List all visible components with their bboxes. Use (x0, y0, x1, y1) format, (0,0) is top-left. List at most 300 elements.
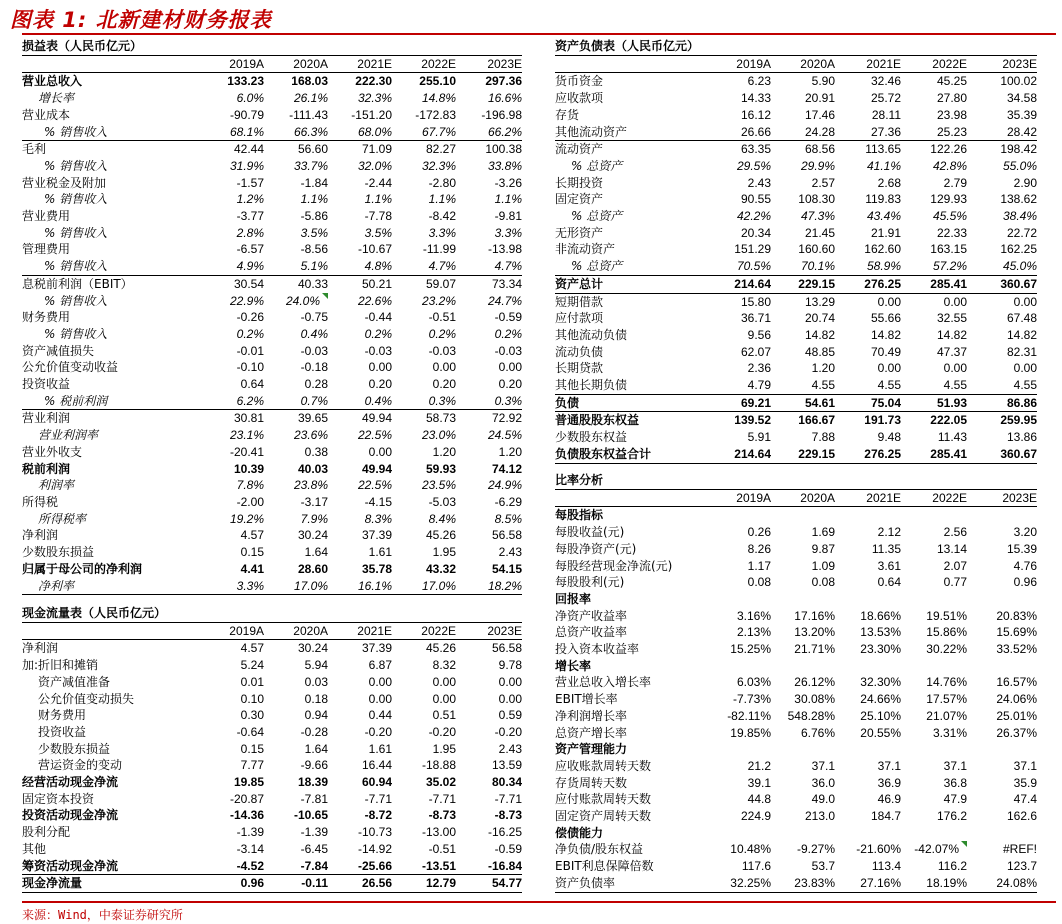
cell-text: 27.36 (870, 124, 901, 139)
cell-text: 28.11 (871, 107, 901, 122)
cell-value (200, 791, 264, 808)
cell-value (200, 208, 264, 225)
cell-value (456, 124, 522, 141)
cell-value (200, 258, 264, 275)
cell-value (392, 427, 456, 444)
cell-value (707, 825, 771, 842)
cell-value (901, 73, 967, 90)
cell-text: 71.09 (361, 142, 392, 157)
cell-value (835, 858, 901, 875)
cell-value (456, 527, 522, 544)
row-label: 投资收益 (22, 377, 71, 392)
cell-value (967, 258, 1037, 275)
cell-text: 6.23 (747, 74, 771, 89)
cell-value (967, 360, 1037, 377)
cell-text: 0.01 (240, 674, 264, 689)
cell-text: 0.2% (236, 326, 264, 341)
table-row (555, 708, 1037, 725)
cell-value (392, 674, 456, 691)
cell-text: 37.39 (361, 641, 392, 656)
cell-value (901, 741, 967, 758)
cell-value (835, 775, 901, 792)
income-panel (22, 38, 522, 595)
comment-marker-icon (322, 293, 328, 299)
cell-text: 23.0% (421, 428, 456, 443)
cell-text: 0.00 (943, 294, 967, 309)
cell-value (328, 141, 392, 158)
cell-value (456, 427, 522, 444)
row-label: 长期投资 (555, 175, 604, 190)
income-column-header (22, 55, 522, 73)
cell-value (392, 561, 456, 578)
cell-value (707, 141, 771, 158)
row-label: % 销售收入 (44, 326, 108, 341)
table-row (22, 427, 522, 444)
cell-value (707, 758, 771, 775)
cell-value (200, 494, 264, 511)
cell-value (392, 241, 456, 258)
cell-value (456, 477, 522, 494)
table-row (22, 191, 522, 208)
cell-text: 6.87 (368, 658, 392, 673)
year-header: 2023E (456, 55, 522, 73)
cell-text: 21.2 (747, 758, 771, 773)
cell-value (200, 741, 264, 758)
cell-text: 259.95 (1000, 413, 1038, 428)
cell-value (967, 208, 1037, 225)
cell-text: 166.67 (798, 413, 835, 428)
cell-text: 276.25 (864, 276, 901, 291)
cell-text: 0.64 (877, 575, 901, 590)
cell-text: 0.10 (240, 691, 264, 706)
cell-value (707, 412, 771, 429)
cell-text: 53.7 (811, 859, 835, 874)
cell-text: -0.01 (236, 343, 264, 358)
table-row (555, 541, 1037, 558)
row-label: 财务费用 (22, 310, 71, 325)
row-label: 货币资金 (555, 74, 604, 89)
cell-value (328, 90, 392, 107)
table-row (22, 477, 522, 494)
cell-value (392, 477, 456, 494)
cell-text: 17.57% (926, 692, 967, 707)
cell-text: 2.8% (236, 225, 264, 240)
cell-text: 37.1 (811, 758, 835, 773)
cell-text: 0.00 (432, 674, 456, 689)
row-label: EBIT增长率 (555, 692, 618, 707)
cell-value (264, 841, 328, 858)
cell-text: 66.3% (293, 124, 328, 139)
cell-value (835, 791, 901, 808)
cell-text: 0.00 (498, 691, 523, 706)
cell-text: 50.21 (361, 276, 392, 291)
cell-value (200, 393, 264, 410)
cell-text: 22.6% (357, 293, 392, 308)
cell-text: 0.00 (877, 361, 901, 376)
table-row (22, 393, 522, 410)
cell-text: -13.98 (487, 242, 523, 257)
cell-value (835, 708, 901, 725)
cell-value (835, 825, 901, 842)
comment-marker-icon (961, 841, 967, 847)
cell-text: 229.15 (798, 446, 835, 461)
table-row (22, 807, 522, 824)
cell-text: 19.85% (730, 725, 771, 740)
cell-text: -13.51 (421, 858, 456, 873)
cell-text: 30.54 (233, 276, 264, 291)
cell-text: 0.03 (304, 674, 328, 689)
cell-value (835, 541, 901, 558)
cell-text: -42.07% (914, 842, 959, 857)
cell-value (967, 641, 1037, 658)
header-blank (555, 55, 707, 73)
cell-text: 26.1% (293, 91, 328, 106)
cell-text: -0.03 (364, 343, 392, 358)
cell-value (328, 544, 392, 561)
cell-text: 6.76% (800, 725, 835, 740)
cell-text: 14.8% (421, 91, 456, 106)
cell-value (264, 707, 328, 724)
cell-text: -10.73 (357, 825, 392, 840)
cashflow-column-header (22, 622, 522, 640)
cell-text: 2.36 (747, 361, 771, 376)
cell-text: 23.1% (229, 428, 264, 443)
cell-text: -8.42 (428, 209, 456, 224)
cell-value (264, 824, 328, 841)
cell-value (707, 558, 771, 575)
cell-text: 4.55 (811, 378, 835, 393)
cell-value (392, 824, 456, 841)
cell-value (835, 429, 901, 446)
cell-value (264, 208, 328, 225)
cell-value (328, 124, 392, 141)
cell-text: 17.46 (804, 107, 835, 122)
cell-text: 36.8 (943, 775, 967, 790)
cell-text: 0.7% (300, 393, 328, 408)
cell-value (901, 310, 967, 327)
row-label: 存货 (555, 107, 580, 122)
cell-text: 151.29 (734, 242, 771, 257)
cell-text: 32.3% (357, 91, 392, 106)
table-row (22, 158, 522, 175)
table-row (22, 657, 522, 674)
cell-text: -0.03 (494, 343, 523, 358)
cell-value (392, 309, 456, 326)
cell-value (456, 258, 522, 275)
cell-value (967, 90, 1037, 107)
row-label: 固定资本投资 (22, 791, 95, 806)
table-row (555, 377, 1037, 394)
row-label: 每股指标 (555, 508, 604, 523)
cell-text: 82.31 (1006, 344, 1038, 359)
cell-value (901, 225, 967, 242)
cell-text: 1.20 (432, 444, 456, 459)
cell-value (901, 641, 967, 658)
year-header: 2019A (200, 622, 264, 640)
cell-value (328, 208, 392, 225)
table-row (22, 875, 522, 893)
cell-text: 62.07 (740, 344, 771, 359)
cell-value (707, 90, 771, 107)
cell-text: 1.64 (304, 545, 328, 560)
cell-text: 0.2% (494, 326, 523, 341)
cell-text: 17.16% (794, 608, 835, 623)
cell-value (328, 376, 392, 393)
cell-value (707, 275, 771, 293)
cell-value (707, 241, 771, 258)
cell-value (392, 343, 456, 360)
table-row (22, 578, 522, 595)
table-row (555, 658, 1037, 675)
cell-text: 43.32 (425, 561, 456, 576)
cell-text: 162.60 (864, 242, 901, 257)
row-label: % 销售收入 (44, 225, 108, 240)
cell-value (707, 124, 771, 141)
table-row (555, 412, 1037, 429)
cell-value (967, 429, 1037, 446)
cell-text: 39.1 (747, 775, 771, 790)
cell-value (392, 707, 456, 724)
cell-value (771, 158, 835, 175)
cell-value (200, 444, 264, 461)
cell-value (901, 858, 967, 875)
cell-value (392, 757, 456, 774)
row-label: 投资活动现金净流 (22, 808, 119, 823)
cell-value (967, 841, 1037, 858)
cell-text: 4.55 (1013, 378, 1038, 393)
cell-value (456, 774, 522, 791)
cell-text: 4.55 (877, 378, 901, 393)
row-label: 净利润增长率 (555, 708, 628, 723)
cell-value (707, 293, 771, 310)
table-row (555, 258, 1037, 275)
cell-value (264, 807, 328, 824)
cell-value (835, 394, 901, 412)
cell-text: -9.27% (796, 842, 835, 857)
cell-text: -8.56 (300, 242, 328, 257)
cell-text: 24.9% (487, 478, 523, 493)
cell-value (456, 657, 522, 674)
cell-value (707, 841, 771, 858)
cell-text: 3.20 (1013, 525, 1038, 540)
row-label: 营业费用 (22, 209, 71, 224)
cell-value (264, 527, 328, 544)
table-row (22, 841, 522, 858)
cell-text: 75.04 (870, 395, 901, 410)
year-header: 2020A (264, 55, 328, 73)
cell-value (264, 858, 328, 875)
row-label: 固定资产周转天数 (555, 809, 652, 824)
cell-value (200, 640, 264, 657)
cell-text: 21.45 (804, 225, 835, 240)
cell-value (707, 574, 771, 591)
cell-text: 15.69% (996, 625, 1038, 640)
cell-value (264, 343, 328, 360)
cell-text: -0.75 (300, 310, 328, 325)
cell-text: 13.14 (936, 541, 967, 556)
row-label: 少数股东损益 (38, 741, 111, 756)
cell-value (967, 158, 1037, 175)
row-label: 总资产收益率 (555, 625, 628, 640)
row-label: 每股经营现金净流(元) (555, 558, 673, 573)
cell-text: -0.20 (364, 724, 392, 739)
cell-text: 0.96 (240, 876, 264, 891)
cell-value (771, 624, 835, 641)
cell-text: 19.85 (233, 775, 264, 790)
cell-text: 2.43 (498, 545, 523, 560)
cell-text: 0.00 (498, 674, 523, 689)
cell-text: -2.44 (364, 175, 392, 190)
cell-value (328, 73, 392, 90)
cell-value (456, 90, 522, 107)
cell-value (456, 707, 522, 724)
cell-text: 45.5% (932, 209, 967, 224)
table-row (22, 561, 522, 578)
cell-text: 0.00 (943, 361, 967, 376)
cell-value (264, 427, 328, 444)
cell-value (901, 658, 967, 675)
cell-text: 9.78 (498, 658, 523, 673)
source-divider (22, 901, 1056, 903)
cell-text: 4.76 (1013, 558, 1038, 573)
cell-text: 0.3% (494, 393, 523, 408)
cell-text: 0.00 (368, 691, 392, 706)
cell-value (328, 309, 392, 326)
cell-text: 17.0% (421, 578, 456, 593)
table-row (22, 107, 522, 124)
cell-value (264, 477, 328, 494)
row-label: 毛利 (22, 141, 200, 158)
cell-value (264, 124, 328, 141)
cell-value (901, 674, 967, 691)
cell-text: -7.78 (364, 209, 392, 224)
cell-text: 33.7% (293, 158, 328, 173)
cell-text: -18.88 (421, 758, 456, 773)
cell-value (264, 774, 328, 791)
cell-value (901, 394, 967, 412)
cell-text: 0.00 (498, 360, 523, 375)
table-row (22, 791, 522, 808)
table-row (555, 507, 1037, 524)
cell-value (901, 241, 967, 258)
cell-value (835, 741, 901, 758)
cell-text: 0.15 (240, 741, 264, 756)
cell-text: 3.3% (494, 225, 523, 240)
row-label: 流动资产 (555, 141, 707, 158)
cell-value (328, 461, 392, 478)
cell-value (771, 725, 835, 742)
row-label: 应付款项 (555, 311, 604, 326)
cell-value (456, 578, 522, 595)
cell-text: -21.60% (856, 842, 901, 857)
cell-text: 6.0% (236, 91, 264, 106)
cell-text: 30.81 (233, 411, 264, 426)
cell-text: 43.4% (866, 209, 901, 224)
table-row (555, 124, 1037, 141)
cell-value (456, 225, 522, 242)
cell-value (456, 444, 522, 461)
cell-text: 548.28% (787, 708, 835, 723)
cell-value (456, 107, 522, 124)
cell-text: 1.20 (498, 444, 523, 459)
cell-value (967, 558, 1037, 575)
row-label: 回报率 (555, 591, 592, 606)
cell-text: 82.27 (425, 142, 456, 157)
cell-text: 0.15 (240, 545, 264, 560)
cell-text: 360.67 (1000, 276, 1038, 291)
cell-text: 0.44 (368, 708, 392, 723)
row-label: 公允价值变动收益 (22, 360, 119, 375)
cell-text: 0.00 (432, 691, 456, 706)
cell-value (771, 310, 835, 327)
table-row (22, 241, 522, 258)
cell-value (707, 875, 771, 892)
cell-text: 23.83% (794, 875, 835, 890)
cell-text: 58.9% (866, 259, 901, 274)
cell-value (967, 377, 1037, 394)
cell-text: 49.94 (361, 411, 392, 426)
cell-value (264, 225, 328, 242)
cell-text: 10.39 (233, 461, 264, 476)
cell-text: 2.56 (943, 525, 967, 540)
table-row (22, 741, 522, 758)
cell-text: 15.25% (730, 642, 771, 657)
cell-value (328, 824, 392, 841)
cell-value (967, 541, 1037, 558)
cell-value (328, 691, 392, 708)
row-label: 存货周转天数 (555, 775, 628, 790)
cell-value (901, 107, 967, 124)
cell-text: -11.99 (422, 242, 456, 257)
row-label: 资产减值损失 (22, 343, 95, 358)
cell-value (200, 124, 264, 141)
title-divider (22, 33, 1056, 35)
table-row (22, 309, 522, 326)
cell-value (967, 524, 1037, 541)
cell-text: 0.08 (747, 575, 771, 590)
cell-text: -0.51 (428, 841, 456, 856)
row-label: 长期贷款 (555, 361, 604, 376)
cell-value (835, 141, 901, 158)
cell-value (901, 275, 967, 293)
cell-value (771, 741, 835, 758)
ratio-column-header (555, 489, 1037, 507)
cell-value (392, 724, 456, 741)
cell-value (264, 107, 328, 124)
row-label: 每股收益(元) (555, 525, 625, 540)
cell-value (967, 344, 1037, 361)
row-label: 普通股股东权益 (555, 412, 707, 429)
cell-value (771, 641, 835, 658)
table-row (555, 775, 1037, 792)
cell-text: 123.7 (1006, 859, 1038, 874)
cell-value (328, 561, 392, 578)
cell-text: 255.10 (419, 74, 456, 89)
table-row (22, 757, 522, 774)
cell-text: -1.84 (300, 175, 328, 190)
cell-text: 13.20% (794, 625, 835, 640)
cell-text: 139.52 (734, 413, 771, 428)
table-row (555, 608, 1037, 625)
cell-text: 70.1% (800, 259, 835, 274)
year-header: 2022E (392, 622, 456, 640)
cell-text: 69.21 (740, 395, 771, 410)
cell-value (835, 574, 901, 591)
cell-value (835, 725, 901, 742)
table-row (555, 241, 1037, 258)
cell-value (392, 293, 456, 310)
row-label: 每股净资产(元) (555, 541, 637, 556)
